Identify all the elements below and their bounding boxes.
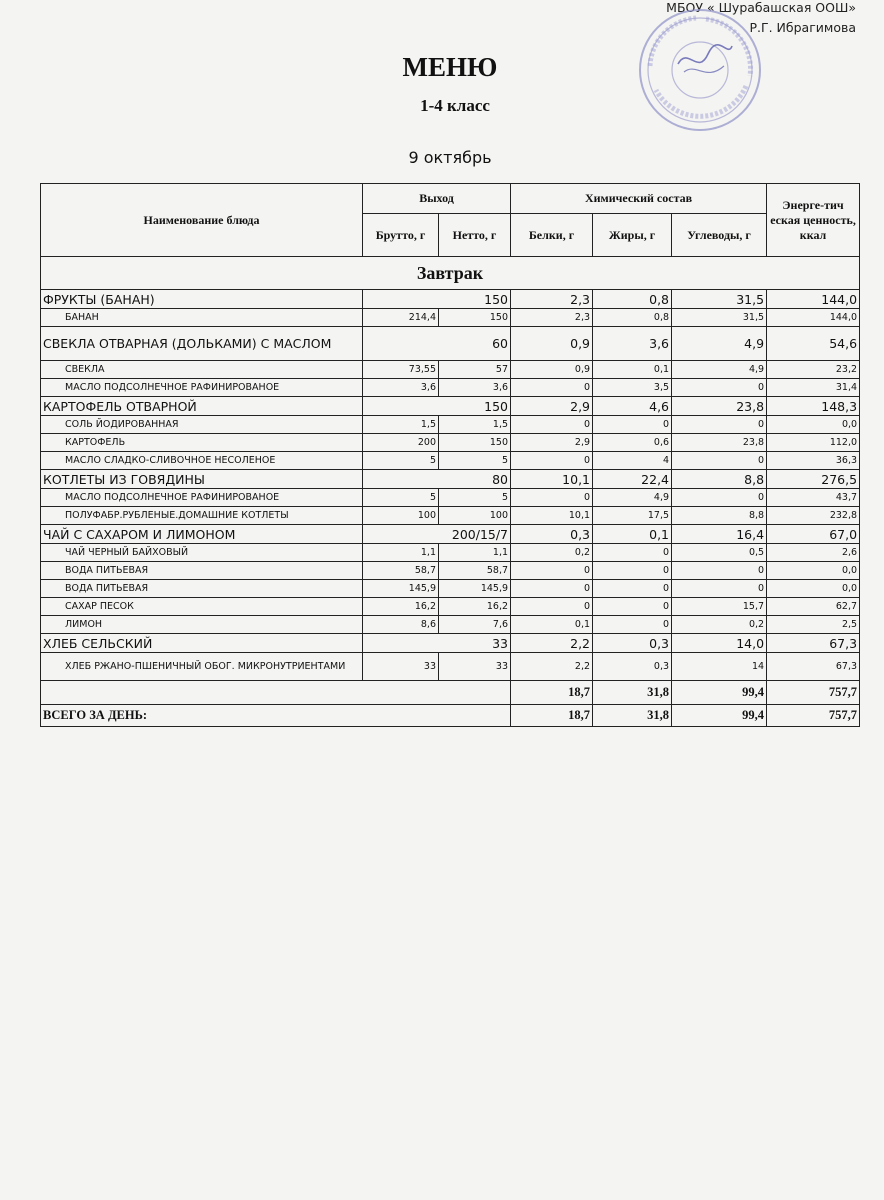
dish-energy: 67,3	[767, 634, 860, 653]
ingredient-protein: 2,3	[511, 309, 593, 327]
dish-carbs: 16,4	[672, 525, 767, 544]
ingredient-protein: 0	[511, 379, 593, 397]
ingredient-carbs: 23,8	[672, 434, 767, 452]
total-fat: 31,8	[593, 681, 672, 705]
ingredient-gross: 1,1	[363, 544, 439, 562]
ingredient-protein: 0,1	[511, 616, 593, 634]
ingredient-name: ВОДА ПИТЬЕВАЯ	[41, 562, 363, 580]
header-protein: Белки, г	[511, 214, 593, 257]
ingredient-energy: 31,4	[767, 379, 860, 397]
ingredient-carbs: 15,7	[672, 598, 767, 616]
day-total-energy: 757,7	[767, 705, 860, 727]
dish-protein: 2,2	[511, 634, 593, 653]
ingredient-carbs: 0	[672, 580, 767, 598]
dish-energy: 54,6	[767, 327, 860, 361]
dish-protein: 0,3	[511, 525, 593, 544]
ingredient-name: МАСЛО ПОДСОЛНЕЧНОЕ РАФИНИРОВАНОЕ	[41, 489, 363, 507]
dish-row	[41, 327, 860, 361]
dish-protein: 10,1	[511, 470, 593, 489]
dish-fat: 22,4	[593, 470, 672, 489]
ingredient-protein: 0	[511, 598, 593, 616]
grade-label: 1-4 класс	[420, 96, 490, 115]
section-breakfast: Завтрак	[41, 257, 860, 290]
day-total-protein: 18,7	[511, 705, 593, 727]
total-protein: 18,7	[511, 681, 593, 705]
ingredient-carbs: 4,9	[672, 361, 767, 379]
dish-row	[41, 525, 860, 544]
ingredient-row	[41, 544, 860, 562]
ingredient-name: ЧАЙ ЧЕРНЫЙ БАЙХОВЫЙ	[41, 544, 363, 562]
dish-name: КОТЛЕТЫ ИЗ ГОВЯДИНЫ	[41, 470, 363, 489]
ingredient-name: МАСЛО ПОДСОЛНЕЧНОЕ РАФИНИРОВАНОЕ	[41, 379, 363, 397]
ingredient-gross: 16,2	[363, 598, 439, 616]
ingredient-net: 1,1	[439, 544, 511, 562]
ingredient-energy: 62,7	[767, 598, 860, 616]
ingredient-net: 1,5	[439, 416, 511, 434]
dish-output: 150	[363, 397, 511, 416]
dish-fat: 4,6	[593, 397, 672, 416]
ingredient-protein: 0	[511, 452, 593, 470]
dish-fat: 0,3	[593, 634, 672, 653]
dish-energy: 276,5	[767, 470, 860, 489]
ingredient-energy: 23,2	[767, 361, 860, 379]
header-net: Нетто, г	[439, 214, 511, 257]
approval-school: МБОУ « Шурабашская ООШ»	[666, 0, 856, 15]
dish-output: 80	[363, 470, 511, 489]
ingredient-energy: 112,0	[767, 434, 860, 452]
ingredient-row	[41, 598, 860, 616]
dish-name: ФРУКТЫ (БАНАН)	[41, 290, 363, 309]
dish-fat: 0,8	[593, 290, 672, 309]
ingredient-name: ЛИМОН	[41, 616, 363, 634]
ingredient-fat: 0	[593, 416, 672, 434]
dish-energy: 148,3	[767, 397, 860, 416]
ingredient-name: ПОЛУФАБР.РУБЛЕНЫЕ.ДОМАШНИЕ КОТЛЕТЫ	[41, 507, 363, 525]
ingredient-net: 150	[439, 309, 511, 327]
header-chemical: Химический состав	[511, 184, 767, 214]
ingredient-gross: 33	[363, 653, 439, 681]
dish-row	[41, 470, 860, 489]
ingredient-carbs: 0	[672, 489, 767, 507]
header-energy: Энерге-тич еская ценность, ккал	[767, 184, 860, 257]
ingredient-gross: 214,4	[363, 309, 439, 327]
ingredient-energy: 0,0	[767, 416, 860, 434]
dish-protein: 0,9	[511, 327, 593, 361]
ingredient-row	[41, 507, 860, 525]
ingredient-row	[41, 309, 860, 327]
ingredient-name: БАНАН	[41, 309, 363, 327]
dish-protein: 2,3	[511, 290, 593, 309]
ingredient-energy: 67,3	[767, 653, 860, 681]
ingredient-net: 5	[439, 452, 511, 470]
ingredient-fat: 0	[593, 562, 672, 580]
ingredient-row	[41, 562, 860, 580]
ingredient-net: 57	[439, 361, 511, 379]
ingredient-row	[41, 379, 860, 397]
ingredient-gross: 3,6	[363, 379, 439, 397]
ingredient-fat: 0	[593, 616, 672, 634]
ingredient-carbs: 0	[672, 452, 767, 470]
ingredient-row	[41, 489, 860, 507]
header-fat: Жиры, г	[593, 214, 672, 257]
total-energy: 757,7	[767, 681, 860, 705]
ingredient-fat: 0,1	[593, 361, 672, 379]
ingredient-energy: 2,6	[767, 544, 860, 562]
ingredient-energy: 36,3	[767, 452, 860, 470]
day-total-row	[41, 705, 860, 727]
ingredient-row	[41, 434, 860, 452]
ingredient-carbs: 31,5	[672, 309, 767, 327]
ingredient-row	[41, 616, 860, 634]
header-dish-name: Наименование блюда	[41, 184, 363, 257]
dish-carbs: 4,9	[672, 327, 767, 361]
ingredient-net: 150	[439, 434, 511, 452]
ingredient-row	[41, 416, 860, 434]
menu-table	[40, 183, 860, 727]
ingredient-row	[41, 452, 860, 470]
ingredient-gross: 100	[363, 507, 439, 525]
ingredient-net: 33	[439, 653, 511, 681]
ingredient-fat: 4,9	[593, 489, 672, 507]
ingredient-net: 145,9	[439, 580, 511, 598]
ingredient-gross: 5	[363, 452, 439, 470]
ingredient-fat: 0,6	[593, 434, 672, 452]
ingredient-protein: 0	[511, 562, 593, 580]
header-carbs: Углеводы, г	[672, 214, 767, 257]
dish-output: 200/15/7	[363, 525, 511, 544]
dish-output: 60	[363, 327, 511, 361]
dish-protein: 2,9	[511, 397, 593, 416]
ingredient-carbs: 8,8	[672, 507, 767, 525]
day-total-fat: 31,8	[593, 705, 672, 727]
section-total-row	[41, 681, 860, 705]
ingredient-net: 5	[439, 489, 511, 507]
ingredient-energy: 0,0	[767, 562, 860, 580]
ingredient-fat: 0,8	[593, 309, 672, 327]
page-title: МЕНЮ	[402, 52, 498, 82]
ingredient-fat: 4	[593, 452, 672, 470]
ingredient-net: 58,7	[439, 562, 511, 580]
ingredient-energy: 2,5	[767, 616, 860, 634]
ingredient-energy: 43,7	[767, 489, 860, 507]
ingredient-name: КАРТОФЕЛЬ	[41, 434, 363, 452]
ingredient-gross: 200	[363, 434, 439, 452]
ingredient-net: 100	[439, 507, 511, 525]
day-total-carbs: 99,4	[672, 705, 767, 727]
dish-carbs: 14,0	[672, 634, 767, 653]
ingredient-row	[41, 653, 860, 681]
header-gross: Брутто, г	[363, 214, 439, 257]
dish-name: СВЕКЛА ОТВАРНАЯ (ДОЛЬКАМИ) С МАСЛОМ	[41, 327, 363, 361]
header-output: Выход	[363, 184, 511, 214]
ingredient-fat: 0	[593, 544, 672, 562]
ingredient-carbs: 0,5	[672, 544, 767, 562]
dish-row	[41, 634, 860, 653]
ingredient-gross: 5	[363, 489, 439, 507]
dish-row	[41, 290, 860, 309]
dish-energy: 67,0	[767, 525, 860, 544]
dish-row	[41, 397, 860, 416]
dish-name: КАРТОФЕЛЬ ОТВАРНОЙ	[41, 397, 363, 416]
dish-output: 150	[363, 290, 511, 309]
ingredient-name: ВОДА ПИТЬЕВАЯ	[41, 580, 363, 598]
approval-signatory: Р.Г. Ибрагимова	[749, 20, 856, 35]
ingredient-net: 3,6	[439, 379, 511, 397]
ingredient-protein: 2,9	[511, 434, 593, 452]
dish-carbs: 8,8	[672, 470, 767, 489]
total-carbs: 99,4	[672, 681, 767, 705]
ingredient-gross: 58,7	[363, 562, 439, 580]
ingredient-fat: 17,5	[593, 507, 672, 525]
dish-fat: 0,1	[593, 525, 672, 544]
ingredient-protein: 0	[511, 489, 593, 507]
ingredient-gross: 8,6	[363, 616, 439, 634]
dish-fat: 3,6	[593, 327, 672, 361]
dish-energy: 144,0	[767, 290, 860, 309]
ingredient-name: ХЛЕБ РЖАНО-ПШЕНИЧНЫЙ ОБОГ. МИКРОНУТРИЕНТАМИ	[41, 653, 363, 681]
day-total-label: ВСЕГО ЗА ДЕНЬ:	[41, 705, 511, 727]
dish-name: ХЛЕБ СЕЛЬСКИЙ	[41, 634, 363, 653]
ingredient-carbs: 0	[672, 562, 767, 580]
ingredient-carbs: 0	[672, 416, 767, 434]
ingredient-name: СВЕКЛА	[41, 361, 363, 379]
ingredient-gross: 1,5	[363, 416, 439, 434]
ingredient-name: СОЛЬ ЙОДИРОВАННАЯ	[41, 416, 363, 434]
ingredient-name: МАСЛО СЛАДКО-СЛИВОЧНОЕ НЕСОЛЕНОЕ	[41, 452, 363, 470]
ingredient-protein: 0,2	[511, 544, 593, 562]
ingredient-protein: 2,2	[511, 653, 593, 681]
ingredient-net: 7,6	[439, 616, 511, 634]
ingredient-energy: 232,8	[767, 507, 860, 525]
ingredient-carbs: 14	[672, 653, 767, 681]
ingredient-protein: 10,1	[511, 507, 593, 525]
dish-carbs: 23,8	[672, 397, 767, 416]
ingredient-fat: 0,3	[593, 653, 672, 681]
ingredient-row	[41, 580, 860, 598]
dish-output: 33	[363, 634, 511, 653]
ingredient-fat: 0	[593, 580, 672, 598]
ingredient-carbs: 0	[672, 379, 767, 397]
ingredient-row	[41, 361, 860, 379]
ingredient-protein: 0,9	[511, 361, 593, 379]
dish-carbs: 31,5	[672, 290, 767, 309]
menu-date: 9 октябрь	[408, 148, 492, 167]
ingredient-name: САХАР ПЕСОК	[41, 598, 363, 616]
dish-name: ЧАЙ С САХАРОМ И ЛИМОНОМ	[41, 525, 363, 544]
ingredient-gross: 145,9	[363, 580, 439, 598]
ingredient-protein: 0	[511, 416, 593, 434]
ingredient-gross: 73,55	[363, 361, 439, 379]
ingredient-carbs: 0,2	[672, 616, 767, 634]
ingredient-energy: 0,0	[767, 580, 860, 598]
ingredient-fat: 0	[593, 598, 672, 616]
ingredient-energy: 144,0	[767, 309, 860, 327]
ingredient-protein: 0	[511, 580, 593, 598]
ingredient-fat: 3,5	[593, 379, 672, 397]
ingredient-net: 16,2	[439, 598, 511, 616]
